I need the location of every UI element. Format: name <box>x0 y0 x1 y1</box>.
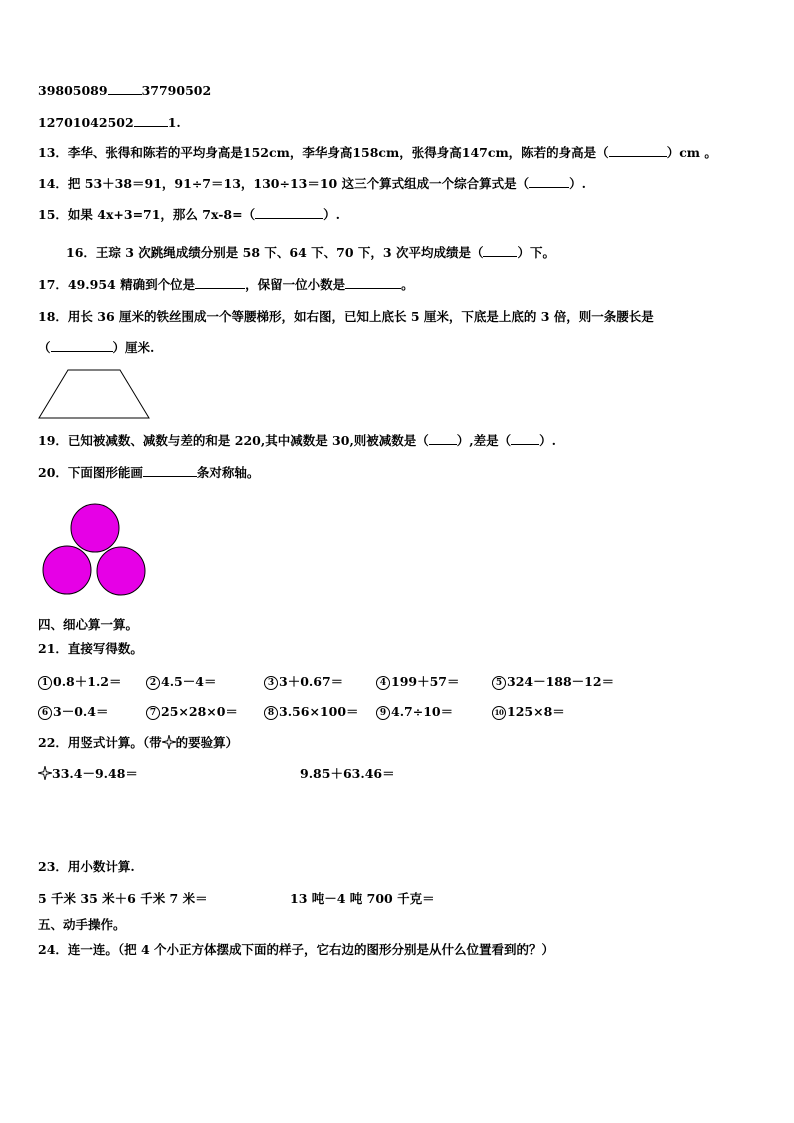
calc-expression: 324－188－12＝ <box>507 674 615 689</box>
compare-right-1: 37790502 <box>141 83 212 98</box>
circled-number: 9 <box>376 706 390 720</box>
question-13 <box>38 145 717 161</box>
calc-expression: 4.5－4＝ <box>161 674 217 689</box>
question-15 <box>38 207 340 223</box>
question-16 <box>66 245 555 261</box>
calc-expression: 3－0.4＝ <box>53 704 109 719</box>
question-18-text: 18．用长 36 厘米的铁丝围成一个等腰梯形，如右图，已知上底长 5 厘米，下底是上底的 3 倍，则一条腰长是 <box>38 309 654 324</box>
question-14-tail: ）. <box>569 176 586 191</box>
answer-blank[interactable] <box>483 245 517 257</box>
compare-line-1 <box>38 83 211 99</box>
compare-left-1: 39805089 <box>38 83 108 98</box>
circled-number: 6 <box>38 706 52 720</box>
bottom-right-circle <box>97 547 145 595</box>
calc-item <box>264 704 359 720</box>
question-22-title-b: 的要验算） <box>175 735 239 750</box>
question-20 <box>38 465 259 481</box>
question-21-title: 21．直接写得数。 <box>38 641 143 656</box>
question-20-text-b: 条对称轴。 <box>196 465 260 480</box>
calc-item <box>264 674 343 690</box>
question-18-open: （ <box>38 340 51 355</box>
circled-number: 8 <box>264 706 278 720</box>
calc-item <box>38 674 122 690</box>
question-18-line-2 <box>38 340 154 356</box>
calc-expression: 125×8＝ <box>507 704 565 719</box>
question-18-tail: ）厘米. <box>112 340 155 355</box>
circled-number: 1 <box>38 676 52 690</box>
calc-expression: 3＋0.67＝ <box>279 674 344 689</box>
circled-number: 3 <box>264 676 278 690</box>
circled-number: 5 <box>492 676 506 690</box>
question-14-text: 14．把 53＋38＝91，91÷7＝13，130÷13＝10 这三个算式组成一个综合算式是（ <box>38 176 530 191</box>
calc-expression: 3.56×100＝ <box>279 704 359 719</box>
question-17-text-c: 。 <box>401 277 414 292</box>
bottom-left-circle <box>43 546 91 594</box>
question-23-title: 23．用小数计算. <box>38 859 135 874</box>
four-point-star-icon <box>38 766 52 780</box>
calc-expression: 199＋57＝ <box>391 674 460 689</box>
calc-expression: 0.8＋1.2＝ <box>53 674 122 689</box>
answer-blank[interactable] <box>134 115 168 127</box>
question-20-text-a: 20．下面图形能画 <box>38 465 143 480</box>
calc-expression: 25×28×0＝ <box>161 704 238 719</box>
question-16-tail: ）下。 <box>517 245 555 260</box>
question-19-text-b: ）,差是（ <box>456 433 512 448</box>
answer-blank[interactable] <box>108 83 142 95</box>
question-19 <box>38 433 556 449</box>
top-circle <box>71 504 119 552</box>
compare-left-2: 12701042502 <box>38 115 134 130</box>
question-15-text: 15．如果 4x+3=71，那么 7x-8=（ <box>38 207 256 222</box>
question-18-line-1 <box>38 309 654 325</box>
question-17 <box>38 277 414 293</box>
calc-item <box>146 674 216 690</box>
question-24: 24．连一连。（把 4 个小正方体摆成下面的样子，它右边的图形分别是从什么位置看到的？） <box>38 942 555 957</box>
calc-item <box>492 674 614 690</box>
section-5-heading: 五、动手操作。 <box>38 917 126 932</box>
question-22-title-a: 22．用竖式计算。（带 <box>38 735 162 750</box>
calc-expression: 4.7÷10＝ <box>391 704 454 719</box>
circled-number: 4 <box>376 676 390 690</box>
trapezoid-shape <box>39 370 149 418</box>
answer-blank[interactable] <box>345 277 401 289</box>
question-22-title <box>38 735 238 751</box>
answer-blank[interactable] <box>529 176 569 188</box>
section-4-heading: 四、细心算一算。 <box>38 617 139 632</box>
calc-item <box>492 704 565 720</box>
question-23-expr-1: 5 千米 35 米＋6 千米 7 米＝ <box>38 891 208 906</box>
calc-item <box>146 704 238 720</box>
question-17-text-b: ，保留一位小数是 <box>245 277 346 292</box>
question-13-text: 13．李华、张得和陈若的平均身高是152cm，李华身高158cm，张得身高147cm，陈若的身高是（ <box>38 145 609 160</box>
circled-number: 7 <box>146 706 160 720</box>
circled-number: 2 <box>146 676 160 690</box>
question-22-expr-1-text: 33.4－9.48＝ <box>52 766 138 781</box>
answer-blank[interactable] <box>51 340 113 352</box>
answer-blank[interactable] <box>609 145 667 157</box>
calc-item <box>376 674 460 690</box>
question-19-text-a: 19．已知被减数、减数与差的和是 220,其中减数是 30,则被减数是（ <box>38 433 429 448</box>
question-14 <box>38 176 586 192</box>
trapezoid-figure <box>36 368 152 420</box>
question-23-expr-2: 13 吨－4 吨 700 千克＝ <box>290 891 435 906</box>
question-19-text-c: ）. <box>539 433 557 448</box>
three-circles-figure <box>38 501 150 597</box>
compare-right-2: 1 <box>167 115 177 130</box>
question-17-text-a: 17．49.954 精确到个位是 <box>38 277 196 292</box>
compare-line-2: 12701042502 1. <box>38 115 181 130</box>
question-22-expr-2: 9.85＋63.46＝ <box>300 766 395 781</box>
four-point-star-icon <box>162 735 176 749</box>
answer-blank[interactable] <box>255 207 323 219</box>
answer-blank[interactable] <box>195 277 245 289</box>
question-15-tail: ）. <box>323 207 340 222</box>
question-16-text: 16．王琮 3 次跳绳成绩分别是 58 下、64 下、70 下，3 次平均成绩是（ <box>66 245 484 260</box>
question-13-tail: ）cm 。 <box>666 145 717 160</box>
answer-blank[interactable] <box>429 433 457 445</box>
calc-item <box>38 704 108 720</box>
circled-number: 10 <box>492 706 506 720</box>
answer-blank[interactable] <box>511 433 539 445</box>
question-22-expr-1 <box>38 766 138 782</box>
answer-blank[interactable] <box>143 465 197 477</box>
calc-item <box>376 704 453 720</box>
